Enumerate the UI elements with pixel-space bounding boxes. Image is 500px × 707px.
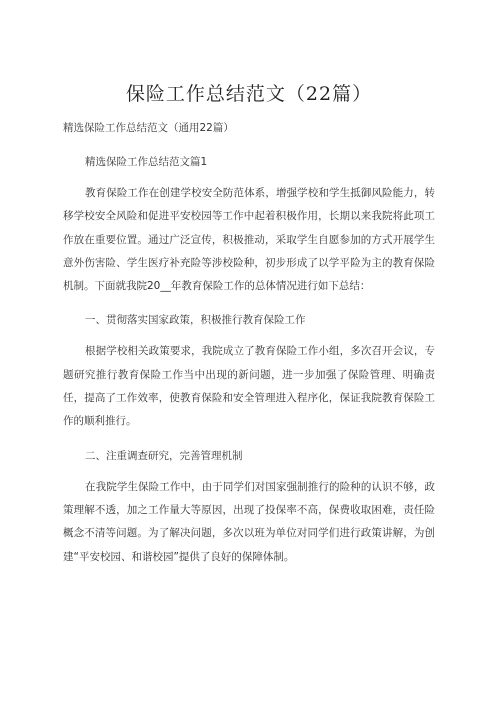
paragraph-policy: 根据学校相关政策要求，我院成立了教育保险工作小组，多次召开会议，专题研究推行教育保险工作当中出现的新问题，进一步加强了保险管理、明确责任，提高了工作效率，使教育保险和安全管理进入程序化，保证我院教育保险工作的顺利推行。 [63,345,435,428]
paragraph-research: 在我院学生保险工作中，由于同学们对国家强制推行的险种的认识不够，政策理解不透，加之工作量大等原因，出现了投保率不高，保费收取困难，责任险概念不清等问题。为了解决问题，多次以班为单位对同学们进行政策讲解，为创建“平安校园、和谐校园”提供了良好的保障体制。 [63,480,435,563]
heading-research: 二、注重调查研究，完善管理机制 [85,449,243,462]
heading-policy: 一、贯彻落实国家政策，积极推行教育保险工作 [85,314,306,327]
document-title: 保险工作总结范文（22篇） [125,83,373,105]
document-subtitle: 精选保险工作总结范文（通用22篇） [63,122,234,134]
paragraph-intro: 教育保险工作在创建学校安全防范体系，增强学校和学生抵御风险能力，转移学校安全风险和促进平安校园等工作中起着积极作用，长期以来我院将此项工作放在重要位置。通过广泛宣传，积极推动，采取学生自愿参加的方式开展学生意外伤害险、学生医疗补充险等涉校险种，初步形成了以学平险为主的教育保险机制。下面就我院20__年教育保险工作的总体情况进行如下总结： [63,187,435,293]
section-label: 精选保险工作总结范文篇1 [85,156,208,168]
